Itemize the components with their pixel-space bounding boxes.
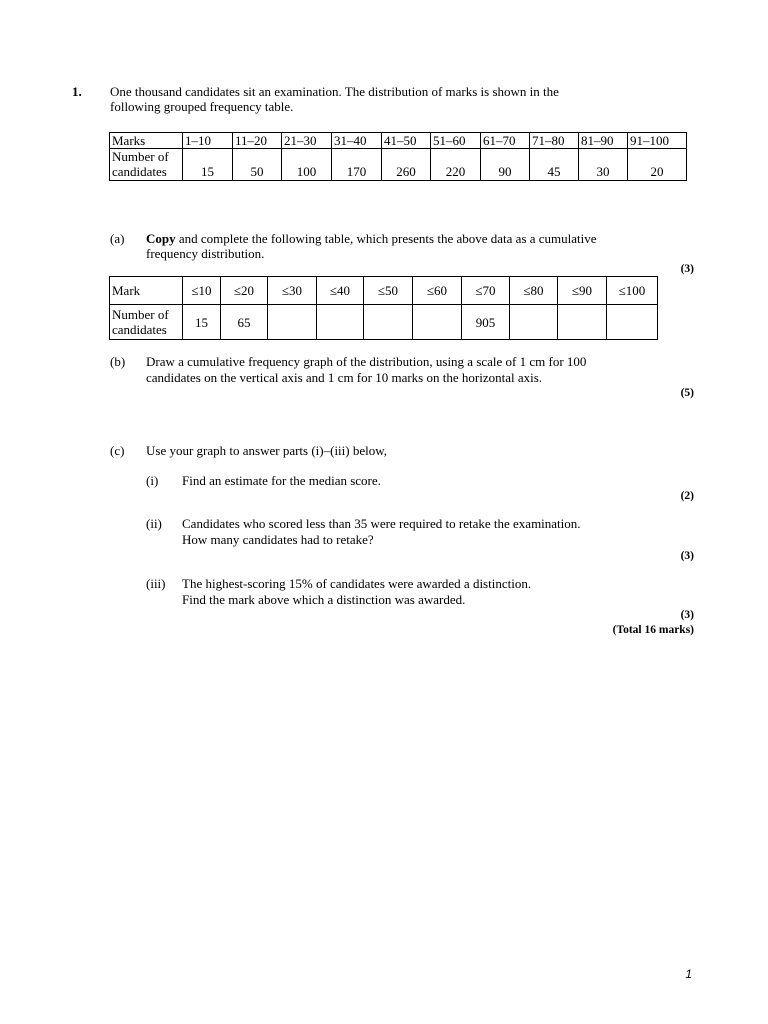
cumulative-table-value — [364, 305, 413, 340]
cumulative-table-bound: ≤100 — [607, 277, 658, 305]
cumulative-table-value — [607, 305, 658, 340]
cumulative-table-bound: ≤10 — [183, 277, 221, 305]
cumulative-table-header-label: Mark — [110, 277, 183, 305]
part-c-iii-marks: (3) — [680, 609, 694, 621]
part-b-line1: Draw a cumulative frequency graph of the distribution, using a scale of 1 cm for 100 — [146, 354, 587, 369]
frequency-table-range: 91–100 — [628, 133, 687, 149]
value-label-line2: candidates — [112, 322, 167, 337]
cumulative-table-value-label — [110, 305, 183, 340]
part-a-text-rest: and complete the following table, which presents the above data as a cumulative — [175, 231, 597, 246]
part-c-ii-line2: How many candidates had to retake? — [182, 532, 374, 547]
part-a-marks: (3) — [680, 263, 694, 275]
question-intro-line1: One thousand candidates sit an examination. The distribution of marks is shown in the — [110, 84, 559, 99]
frequency-table-count: 100 — [282, 149, 332, 181]
frequency-table-header-label: Marks — [110, 133, 183, 149]
cumulative-table-bound: ≤40 — [317, 277, 364, 305]
cumulative-table-bound: ≤20 — [221, 277, 268, 305]
frequency-table-count: 220 — [431, 149, 481, 181]
part-b-label: (b) — [110, 354, 126, 369]
cumulative-table-value: 905 — [462, 305, 510, 340]
part-c-ii-line1: Candidates who scored less than 35 were required to retake the examination. — [182, 516, 581, 531]
frequency-table-range: 31–40 — [332, 133, 382, 149]
frequency-table-count: 260 — [382, 149, 431, 181]
frequency-table-count: 50 — [233, 149, 282, 181]
part-c-i-line1: Find an estimate for the median score. — [182, 473, 381, 488]
part-c-label: (c) — [110, 443, 125, 458]
cumulative-table-bound: ≤80 — [510, 277, 558, 305]
frequency-table-range: 41–50 — [382, 133, 431, 149]
frequency-table-range: 21–30 — [282, 133, 332, 149]
cumulative-table-value — [510, 305, 558, 340]
cumulative-table-bound: ≤70 — [462, 277, 510, 305]
frequency-table-range: 81–90 — [579, 133, 628, 149]
cumulative-table-bound: ≤50 — [364, 277, 413, 305]
value-label-line1: Number of — [112, 149, 169, 164]
frequency-table-value-label — [110, 149, 183, 181]
cumulative-table-bound: ≤90 — [558, 277, 607, 305]
page-number: 1 — [685, 967, 692, 981]
cumulative-table-bound: ≤30 — [268, 277, 317, 305]
question-number: 1. — [72, 84, 82, 99]
total-marks: (Total 16 marks) — [612, 624, 694, 636]
frequency-table-count: 45 — [530, 149, 579, 181]
part-b-marks: (5) — [680, 387, 694, 399]
frequency-table — [109, 132, 687, 181]
frequency-table-count: 170 — [332, 149, 382, 181]
frequency-table-count: 30 — [579, 149, 628, 181]
part-a-bold-word: Copy — [146, 231, 176, 246]
part-b-line2: candidates on the vertical axis and 1 cm for 10 marks on the horizontal axis. — [146, 370, 543, 385]
frequency-table-count: 20 — [628, 149, 687, 181]
frequency-table-range: 61–70 — [481, 133, 530, 149]
cumulative-table-value: 15 — [183, 305, 221, 340]
value-label-line2: candidates — [112, 164, 167, 179]
cumulative-table-value: 65 — [221, 305, 268, 340]
part-a-text-line1 — [146, 231, 597, 247]
part-a-text-line2: frequency distribution. — [146, 246, 265, 261]
frequency-table-count: 15 — [183, 149, 233, 181]
frequency-table-range: 11–20 — [233, 133, 282, 149]
cumulative-table-value — [413, 305, 462, 340]
frequency-table-range: 71–80 — [530, 133, 579, 149]
frequency-table-count: 90 — [481, 149, 530, 181]
part-c-ii-label: (ii) — [146, 516, 162, 531]
part-c-i-marks: (2) — [680, 490, 694, 502]
part-c-iii-label: (iii) — [146, 576, 166, 591]
cumulative-table-bound: ≤60 — [413, 277, 462, 305]
cumulative-table — [109, 276, 658, 340]
frequency-table-range: 1–10 — [183, 133, 233, 149]
part-c-iii-line2: Find the mark above which a distinction was awarded. — [182, 592, 466, 607]
cumulative-table-value — [268, 305, 317, 340]
part-c-iii-line1: The highest-scoring 15% of candidates were awarded a distinction. — [182, 576, 532, 591]
question-intro-line2: following grouped frequency table. — [110, 99, 294, 114]
cumulative-table-value — [317, 305, 364, 340]
part-c-i-label: (i) — [146, 473, 159, 488]
part-a-label: (a) — [110, 231, 125, 246]
part-c-text: Use your graph to answer parts (i)–(iii) below, — [146, 443, 388, 458]
part-c-ii-marks: (3) — [680, 550, 694, 562]
value-label-line1: Number of — [112, 307, 169, 322]
frequency-table-range: 51–60 — [431, 133, 481, 149]
cumulative-table-value — [558, 305, 607, 340]
